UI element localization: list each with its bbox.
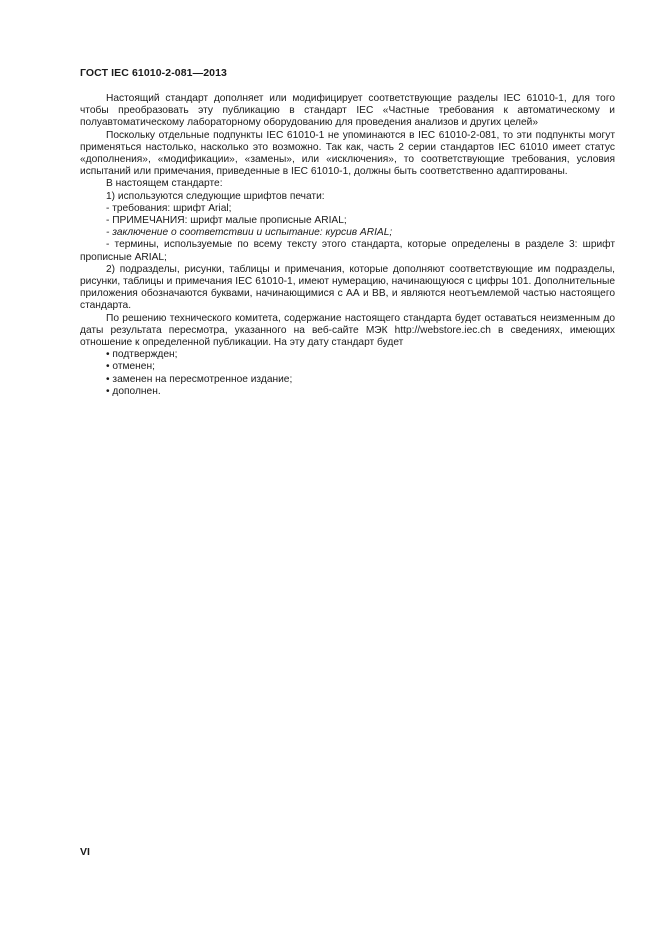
- bullet-withdrawn: • отменен;: [106, 361, 155, 373]
- list-item-compliance-font: - заключение о соответствии и испытание: курсив ARIAL;: [106, 227, 393, 239]
- page-number: VI: [80, 846, 90, 858]
- list-item-terms-font: - термины, используемые по всему тексту этого стандарта, которые определены в разделе 3: шрифт прописные ARIAL;: [80, 239, 615, 263]
- list-item-requirements-font: - требования: шрифт Arial;: [106, 202, 232, 214]
- paragraph-in-this-standard: В настоящем стандарте:: [106, 178, 223, 190]
- list-item-notes-font: - ПРИМЕЧАНИЯ: шрифт малые прописные ARIAL;: [106, 215, 347, 227]
- paragraph-intro: Настоящий стандарт дополняет или модифицирует соответствующие разделы IEC 61010-1, для того чтобы преобразовать эту публикацию в стандарт IEC «Частные требования к автоматическому и полуавтоматическому лабораторному оборудованию для проведения анализов и других целей»: [80, 93, 615, 129]
- list-item-fonts: 1) используются следующие шрифтов печати:: [106, 190, 325, 202]
- list-item-numbering: 2) подразделы, рисунки, таблицы и примечания, которые дополняют соответствующие им подразделы, рисунки, таблицы и примечания IEC 61010-1, имеют нумерацию, начинающуюся с цифры 101. Дополнительные приложения обозначаются буквами, начинающимися с АА и ВВ, и являются неотъемлемой частью настоящего стандарта.: [80, 263, 615, 312]
- document-header: ГОСТ IEC 61010-2-081—2013: [80, 67, 227, 79]
- bullet-replaced: • заменен на пересмотренное издание;: [106, 373, 293, 385]
- bullet-amended: • дополнен.: [106, 385, 161, 397]
- paragraph-subclauses: Поскольку отдельные подпункты IEC 61010-1 не упоминаются в IEC 61010-2-081, то эти подпункты могут применяться настолько, насколько это возможно. Так как, часть 2 серии стандартов IEC 61010 имеет статус «дополнения», «модификации», «замены», или «исключения», то соответствующие требования, условия испытаний или примечания, приведенные в IEC 61010-1, должны быть соответственно адаптированы.: [80, 129, 615, 178]
- bullet-confirmed: • подтвержден;: [106, 349, 178, 361]
- paragraph-stability-date: По решению технического комитета, содержание настоящего стандарта будет оставаться неизменным до даты результата пересмотра, указанного на веб-сайте МЭК http://webstore.iec.ch в сведениях, имеющих отношение к определенной публикации. На эту дату стандарт будет: [80, 312, 615, 349]
- document-body: [80, 93, 615, 398]
